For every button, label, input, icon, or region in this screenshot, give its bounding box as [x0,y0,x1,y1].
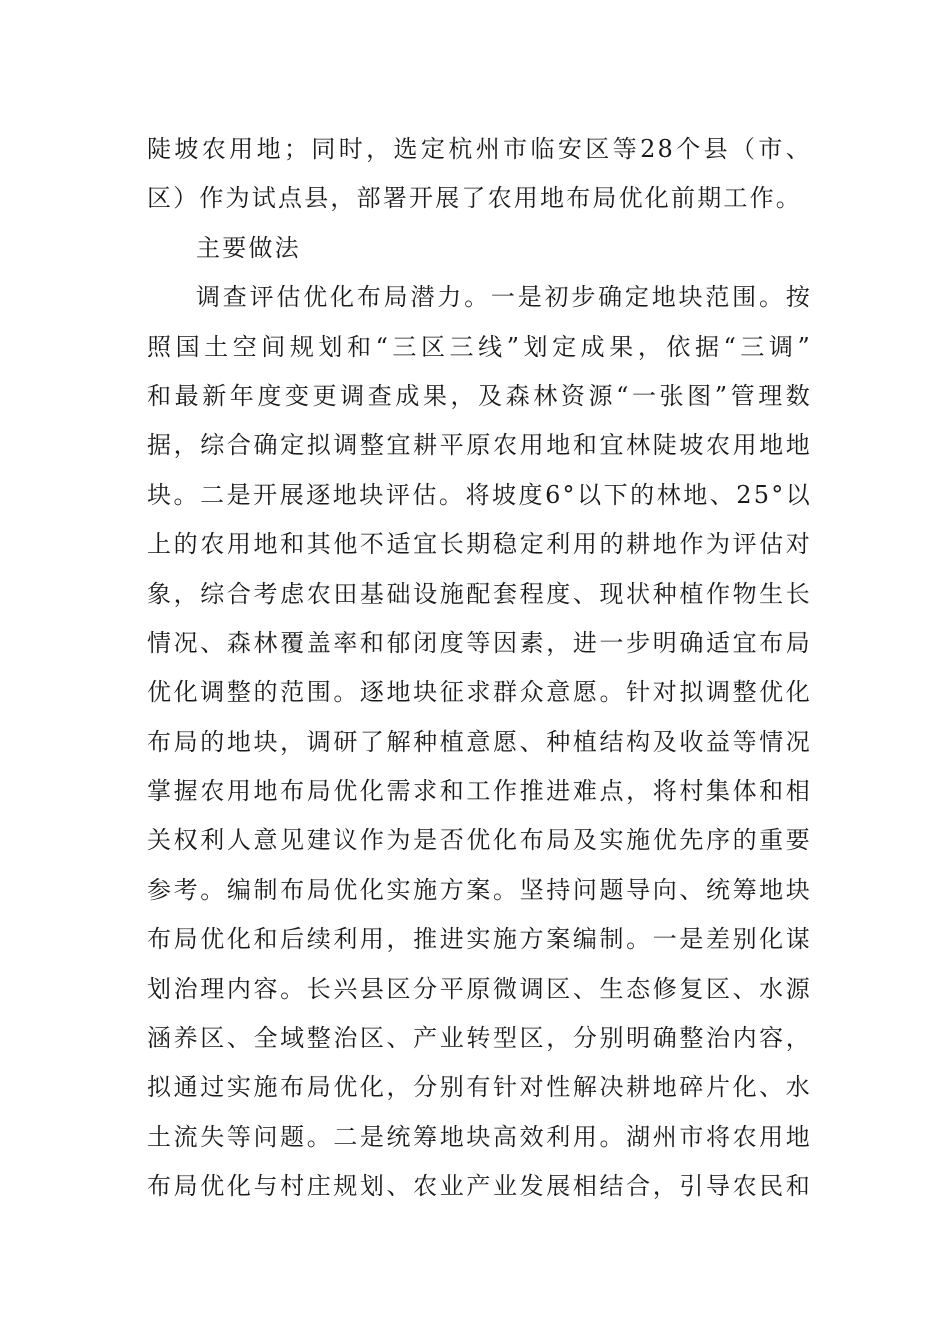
text-line: 布局优化和后续利用，推进实施方案编制。一是差别化谋 [147,925,812,954]
text-line: 关权利人意见建议作为是否优化布局及实施优先序的重要 [147,826,812,855]
text-line: 区）作为试点县，部署开展了农用地布局优化前期工作。 [147,184,802,213]
text-line: 照国土空间规划和“三区三线”划定成果，依据“三调” [147,332,812,361]
text-line: 土流失等问题。二是统筹地块高效利用。湖州市将农用地 [147,1122,812,1151]
text-line: 和最新年度变更调查成果，及森林资源“一张图”管理数 [147,381,812,410]
text-line: 象，综合考虑农田基础设施配套程度、现状种植作物生长 [147,579,812,608]
text-line: 布局优化与村庄规划、农业产业发展相结合，引导农民和 [147,1172,812,1201]
text-line: 拟通过实施布局优化，分别有针对性解决耕地碎片化、水 [147,1073,812,1102]
text-line: 据，综合确定拟调整宜耕平原农用地和宜林陡坡农用地地 [147,431,812,460]
text-line: 陡坡农用地；同时，选定杭州市临安区等28个县（市、 [147,135,812,163]
text-line: 涵养区、全域整治区、产业转型区，分别明确整治内容， [147,1024,812,1053]
text-line: 调查评估优化布局潜力。一是初步确定地块范围。按 [196,283,812,312]
text-line: 掌握农用地布局优化需求和工作推进难点，将村集体和相 [147,777,812,806]
text-line: 上的农用地和其他不适宜长期稳定利用的耕地作为评估对 [147,530,812,559]
section-heading: 主要做法 [196,233,301,262]
text-line: 块。二是开展逐地块评估。将坡度6°以下的林地、25°以 [147,480,812,509]
text-line: 布局的地块，调研了解种植意愿、种植结构及收益等情况 [147,727,812,756]
text-line: 情况、森林覆盖率和郁闭度等因素，进一步明确适宜布局 [147,628,812,657]
text-line: 参考。编制布局优化实施方案。坚持问题导向、统筹地块 [147,875,812,904]
body-text [147,125,812,1212]
text-line: 划治理内容。长兴县区分平原微调区、生态修复区、水源 [147,974,812,1003]
text-line: 优化调整的范围。逐地块征求群众意愿。针对拟调整优化 [147,678,812,707]
